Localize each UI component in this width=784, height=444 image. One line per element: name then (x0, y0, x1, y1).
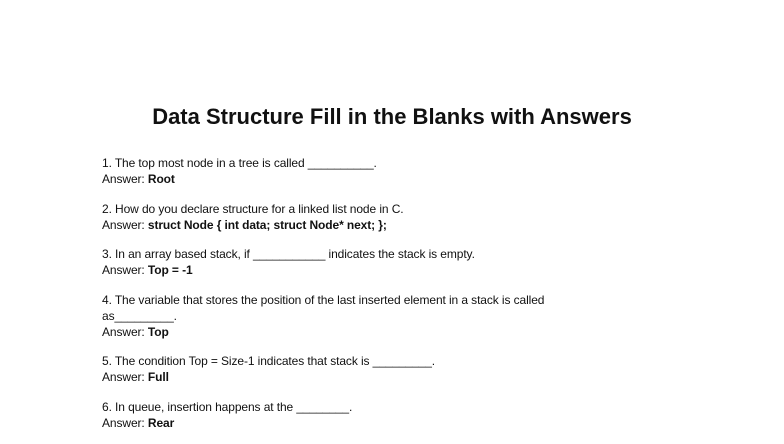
answer-line (102, 217, 702, 233)
question-item (102, 201, 702, 233)
question-text: 5. The condition Top = Size-1 indicates that stack is _________. (102, 354, 436, 368)
answer-label: Answer: (102, 172, 145, 186)
answer-line (102, 262, 702, 278)
question-list (102, 155, 702, 444)
answer-label: Answer: (102, 263, 145, 277)
answer-value: Root (147, 172, 175, 186)
answer-value: Top (147, 324, 169, 339)
answer-line (102, 324, 702, 340)
question-text: 3. In an array based stack, if ___________ indicates the stack is empty. (102, 247, 475, 261)
question-text: 4. The variable that stores the position of the last inserted element in a stack is called (102, 292, 545, 307)
question-item (102, 246, 702, 278)
question-item (102, 399, 702, 431)
answer-value: Top = -1 (147, 263, 193, 277)
question-text: 2. How do you declare structure for a linked list node in C. (102, 201, 404, 216)
question-text: 1. The top most node in a tree is called __________. (102, 156, 377, 170)
question-item (102, 292, 702, 340)
answer-line (102, 369, 702, 385)
answer-line (102, 415, 702, 431)
answer-label: Answer: (102, 370, 145, 384)
answer-value: Full (147, 370, 169, 384)
answer-line (102, 171, 702, 187)
question-text: 6. In queue, insertion happens at the ________. (102, 399, 353, 414)
question-text-continued: as_________. (102, 308, 177, 323)
answer-label: Answer: (102, 217, 145, 232)
answer-value: struct Node { int data; struct Node* next; }; (147, 217, 387, 232)
question-item (102, 155, 702, 187)
question-item (102, 353, 702, 385)
page-title: Data Structure Fill in the Blanks with Answers (152, 104, 632, 129)
answer-label: Answer: (102, 324, 145, 339)
answer-value: Rear (147, 415, 175, 430)
answer-label: Answer: (102, 415, 145, 430)
